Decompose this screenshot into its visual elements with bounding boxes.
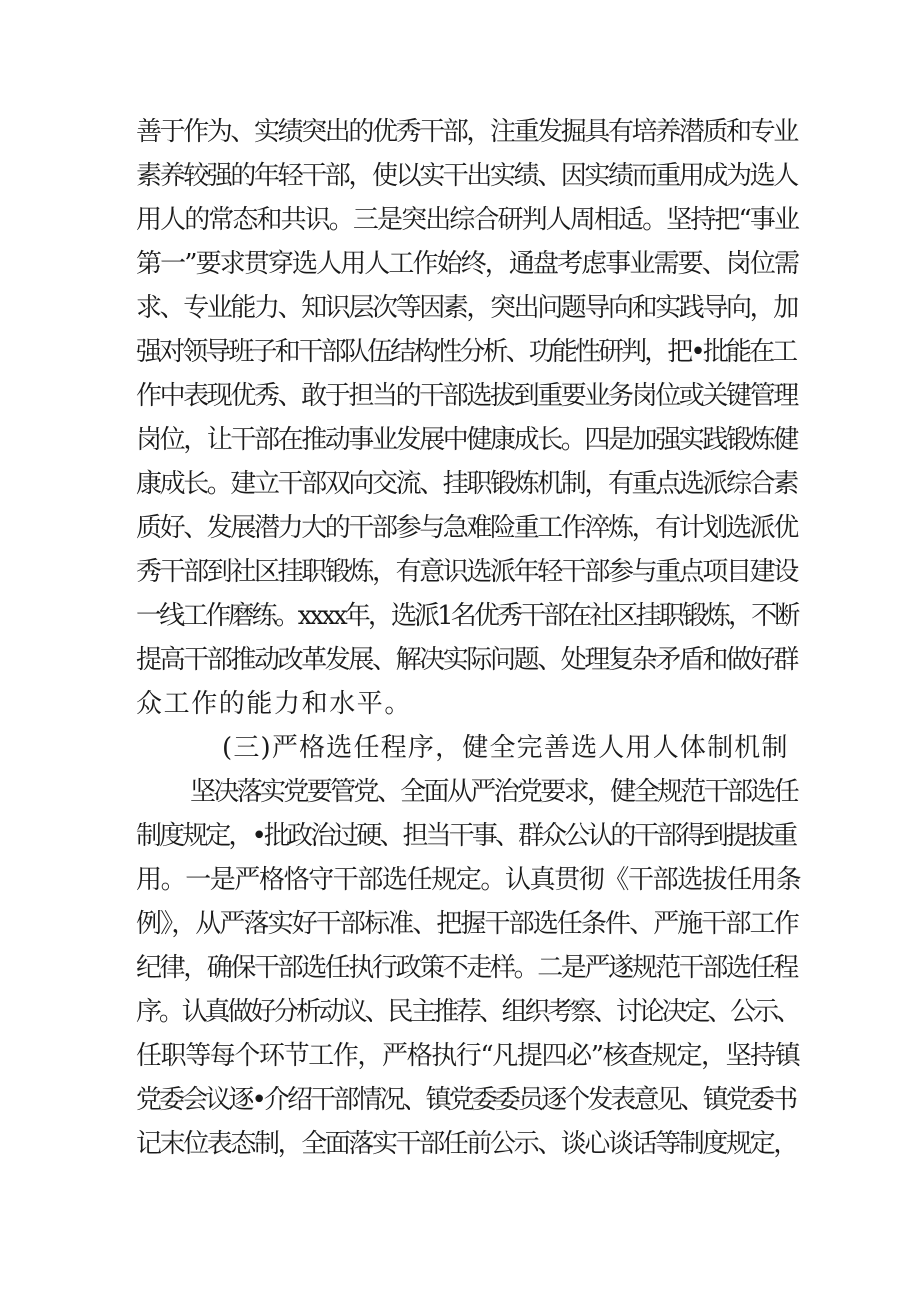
paragraph-line: 岗位，让干部在推动事业发展中健康成长。四是加强实践锻炼健 xyxy=(136,425,797,455)
paragraph-line: 纪律，确保干部选任执行政策不走样。二是严遂规范干部选任程 xyxy=(136,953,797,983)
paragraph-line: 制度规定，•批政治过硬、担当干事、群众公认的干部得到提拔重 xyxy=(136,821,796,851)
paragraph-line: 记末位表态制，全面落实干部任前公示、谈心谈话等制度规定， xyxy=(136,1129,797,1159)
paragraph-line: 党委会议逐•介绍干部情况、镇党委委员逐个发表意见、镇党委书 xyxy=(136,1085,796,1115)
paragraph-line: 秀干部到社区挂职锻炼，有意识选派年轻干部参与重点项目建设 xyxy=(136,557,797,587)
paragraph-line: 用。一是严格恪守干部选任规定。认真贯彻《干部选拔任用条 xyxy=(136,865,801,895)
paragraph-line: 强对领导班子和干部队伍结构性分析、功能性研判，把•批能在工 xyxy=(136,337,796,367)
paragraph-line: 序。认真做好分析动议、民主推荐、组织考察、讨论决定、公示、 xyxy=(136,997,799,1027)
paragraph-line: 求、专业能力、知识层次等因素，突出问题导向和实践导向，加 xyxy=(136,293,797,323)
paragraph-line: 康成长。建立干部双向交流、挂职锻炼机制，有重点选派综合素 xyxy=(136,469,797,499)
paragraph-line: 质好、发展潜力大的干部参与急难险重工作淬炼，有计划选派优 xyxy=(136,513,797,543)
paragraph-line: 善于作为、实绩突出的优秀干部，注重发掘具有培养潜质和专业 xyxy=(136,117,797,147)
paragraph-line: 任职等每个环节工作，严格执行“凡提四必”核查规定，坚持镇 xyxy=(136,1041,800,1071)
paragraph-line: 第一”要求贯穿选人用人工作始终，通盘考虑事业需要、岗位需 xyxy=(136,249,799,279)
paragraph-line: 用人的常态和共识。三是突出综合研判人周相适。坚持把“事业 xyxy=(136,205,799,235)
paragraph-line: 作中表现优秀、敢于担当的干部选拔到重要业务岗位或关键管理 xyxy=(136,381,797,411)
paragraph-line: 例》，从严落实好干部标准、把握干部选任条件、严施干部工作 xyxy=(136,909,798,939)
paragraph-line: 坚决落实党要管党、全面从严治党要求，健全规范干部选任 xyxy=(190,777,798,807)
paragraph-line: 一线工作磨练。xxxx年，选派1名优秀干部在社区挂职锻炼，不断 xyxy=(136,601,798,631)
paragraph-line: 提高干部推动改革发展、解决实际问题、处理复杂矛盾和做好群 xyxy=(136,645,797,675)
paragraph-line: 众工作的能力和水平。 xyxy=(136,689,413,719)
paragraph-line: 素养较强的年轻干部，使以实干出实绩、因实绩而重用成为选人 xyxy=(136,161,797,191)
section-heading: (三)严格选任程序，健全完善选人用人体制机制 xyxy=(222,733,789,763)
